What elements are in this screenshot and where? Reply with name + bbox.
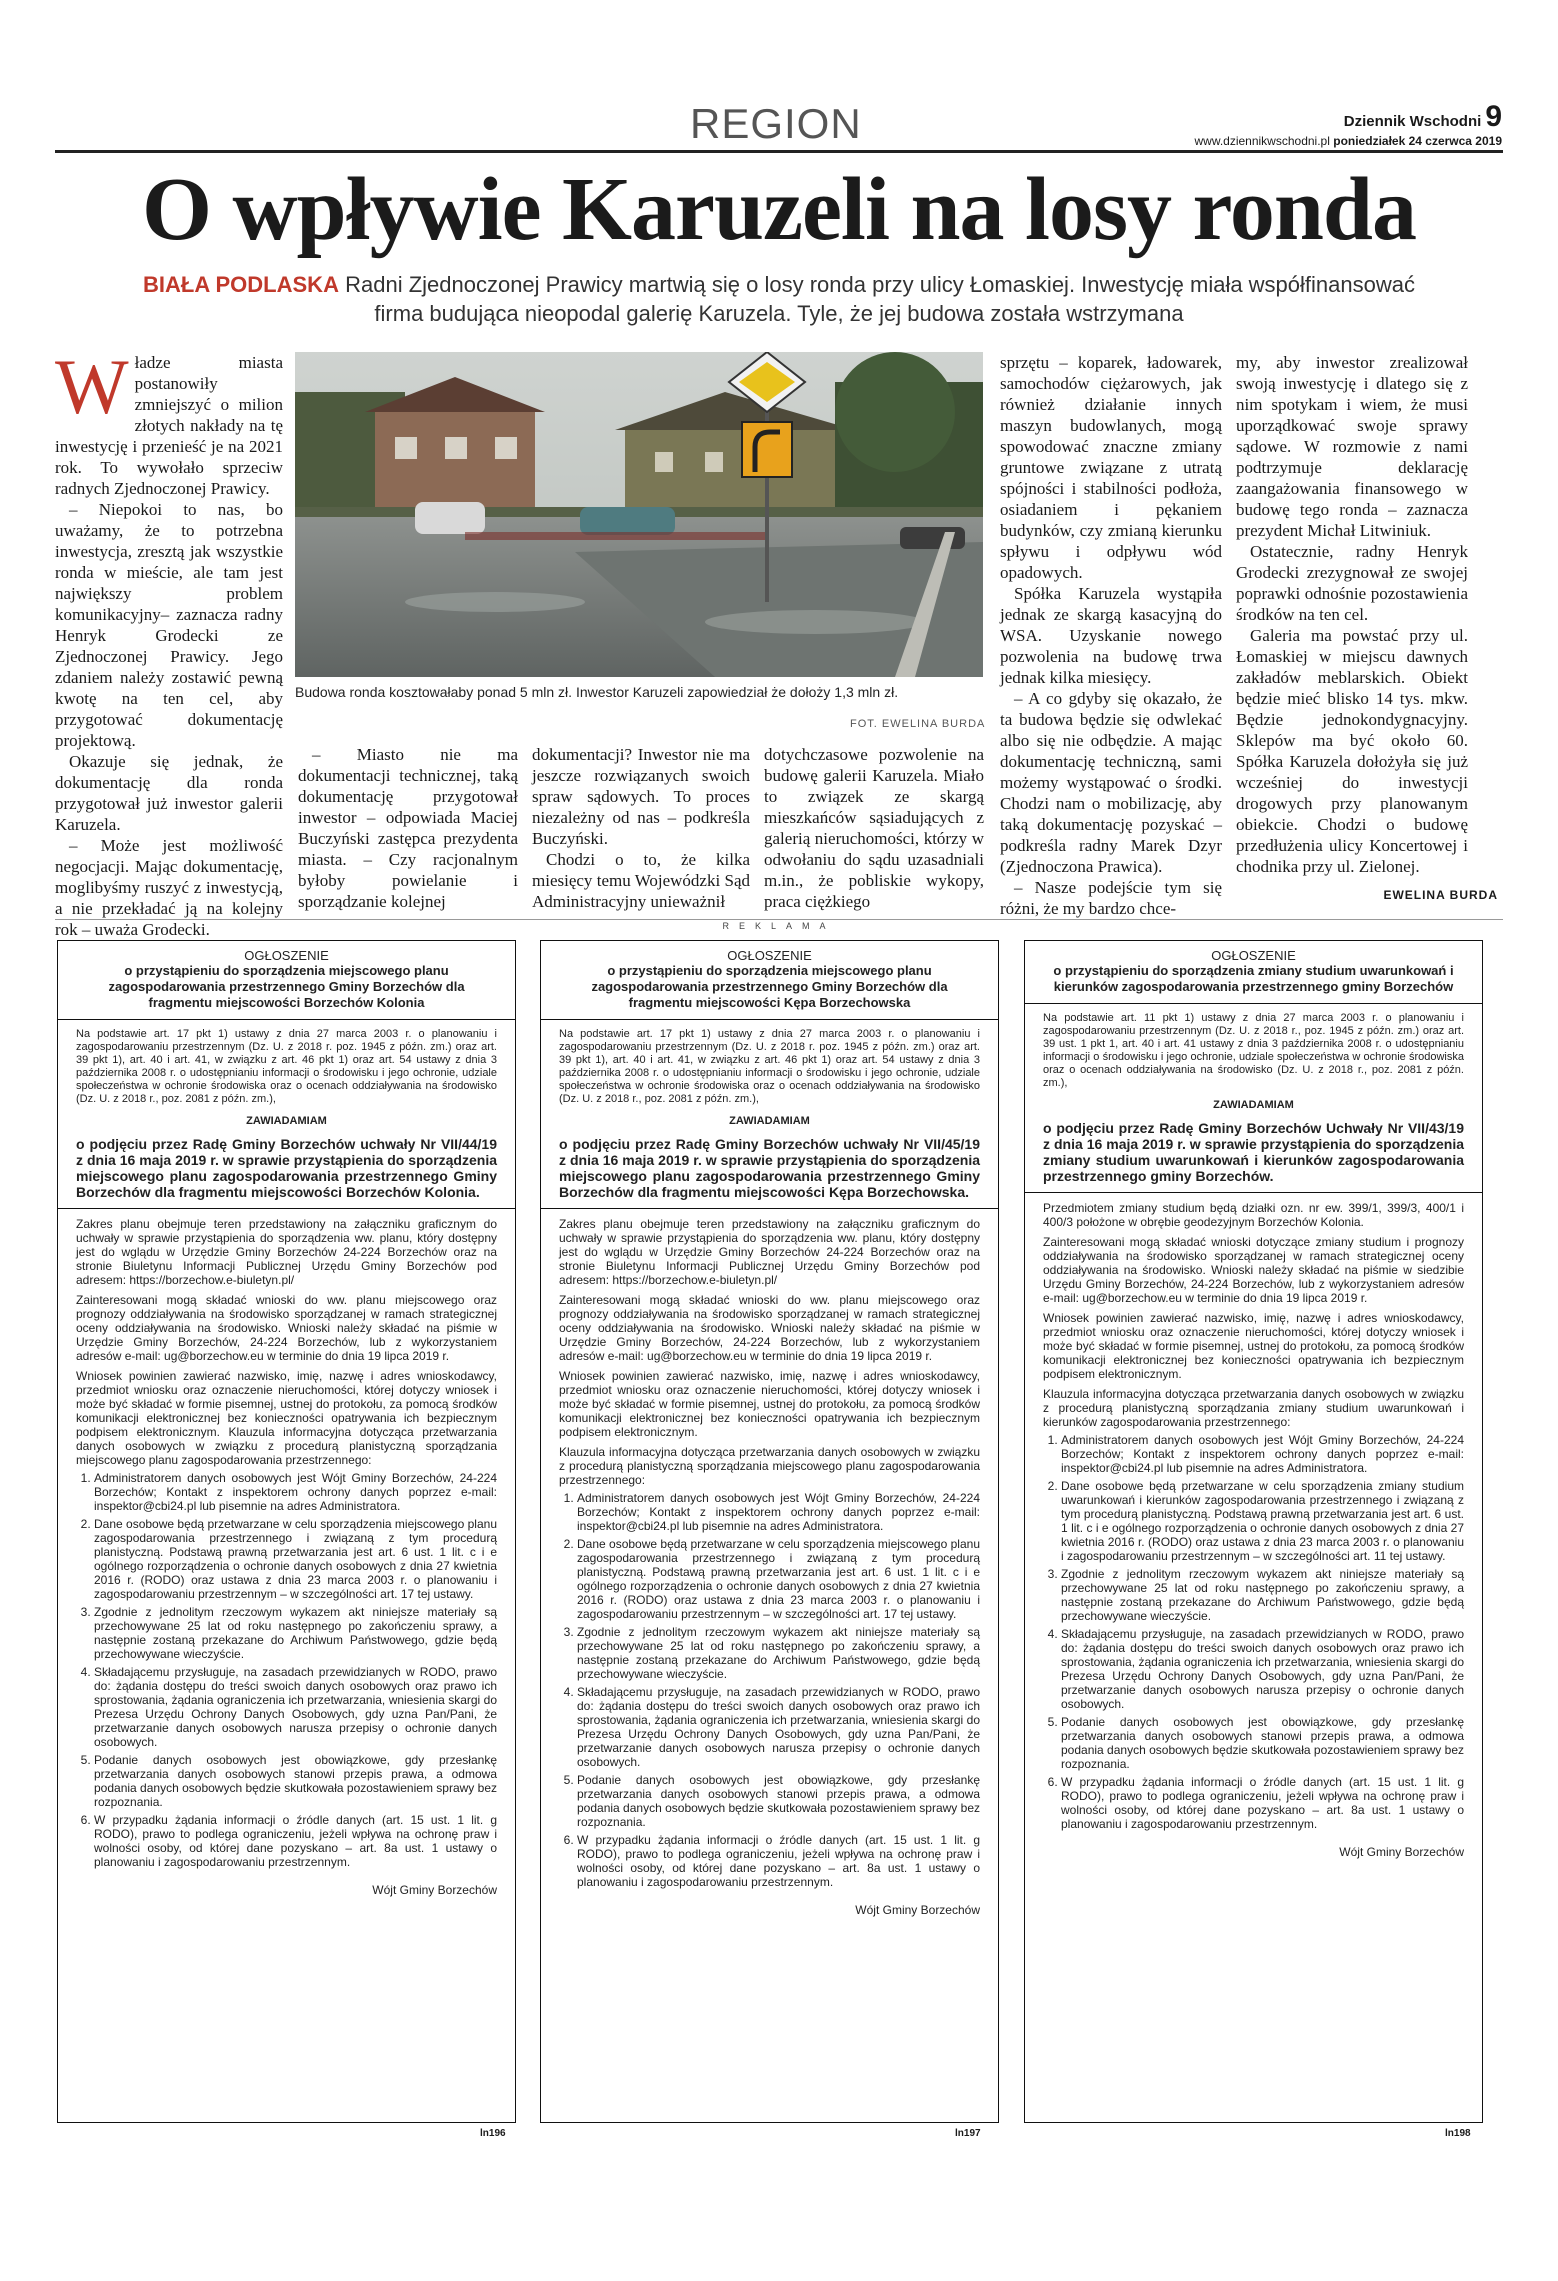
article-column-3 [532, 744, 750, 912]
lead-text: Radni Zjednoczonej Prawicy martwią się o losy ronda przy ulicy Łomaskiej. Inwestycję miała współfinansować firma budująca nieopodal galerię Karuzela. Tyle, że jej budowa została wstrzymana [345, 272, 1415, 326]
header-rule [55, 150, 1503, 153]
ad-paragraph: Klauzula informacyjna dotycząca przetwarzania danych osobowych w związku z procedurą planistyczną sporządzania zmiany studium uwarunkowań i kierunków zagospodarowania przestrzennego: [1043, 1387, 1464, 1429]
dropcap: W [55, 343, 129, 430]
divider [541, 1208, 998, 1209]
list-item: 4. Składającemu przysługuje, na zasadach przewidzianych w RODO, prawo do: żądania dostępu do treści swoich danych osobowych oraz prawo ich sprostowania, żądania ograniczenia ich przetwarzania, wniesienia skargi do Prezesa Urzędu Ochrony Danych Osobowych, gdy uzna Pan/Pani, że przetwarzanie danych osobowych narusza przepisy o ochronie danych osobowych. [94, 1665, 497, 1749]
ad-notice-2 [540, 940, 999, 2123]
ad-zawiadamiam: ZAWIADAMIAM [246, 1115, 327, 1127]
article-column-1 [55, 343, 283, 940]
paper-url[interactable]: www.dziennikwschodni.pl [1194, 134, 1330, 148]
paragraph: Ostatecznie, radny Henryk Grodecki zrezygnował ze swojej poprawki odnośnie pozostawienia środków na ten cel. [1236, 542, 1468, 624]
ad-paragraph: Zainteresowani mogą składać wnioski do ww. planu miejscowego oraz prognozy oddziaływania na środowisko sporządzanej w ramach strategicznej oceny oddziaływania na środowisko. Wnioski należy składać na piśmie w Urzędzie Gminy Borzechów, 24-224 Borzechów, lub z wykorzystaniem adresów e-mail: ug@borzechow.eu w terminie do dnia 19 lipca 2019 r. [559, 1293, 980, 1363]
list-item: 6. W przypadku żądania informacji o źródle danych (art. 15 ust. 1 lit. g RODO), prawo to podlega ograniczeniu, jeżeli wpływa na ochronę praw i wolności osoby, od której dane pozyskano – art. 8a ust. 1 ustawy o planowaniu i zagospodarowaniu przestrzennym. [577, 1833, 980, 1889]
list-item: 4. Składającemu przysługuje, na zasadach przewidzianych w RODO, prawo do: żądania dostępu do treści swoich danych osobowych oraz prawo ich sprostowania, żądania ograniczenia ich przetwarzania, wniesienia skargi do Prezesa Urzędu Ochrony Danych Osobowych, gdy uzna Pan/Pani, że przetwarzanie danych osobowych narusza przepisy o ochronie danych osobowych. [577, 1685, 980, 1769]
ad-gdpr-list [1043, 1433, 1464, 1831]
ad-paragraph: Zainteresowani mogą składać wnioski dotyczące zmiany studium i prognozy oddziaływania na środowisko sporządzanej w ramach strategicznej oceny oddziaływania na środowisko. Wnioski należy składać na piśmie w siedzibie Urzędu Gminy Borzechów, 24-224 Borzechów, lub z wykorzystaniem adresów e-mail: ug@borzechow.eu w terminie do dnia 19 lipca 2019 r. [1043, 1235, 1464, 1305]
paper-name: Dziennik Wschodni [1343, 113, 1482, 130]
ad-code: ln198 [1445, 2128, 1471, 2139]
ad-paragraph: Zakres planu obejmuje teren przedstawiony na załączniku graficznym do uchwały w sprawie przystąpienia do sporządzenia ww. planu, który dostępny jest do wglądu w Urzędzie Gminy Borzechów 24-224 Borzechów oraz na stronie Biuletynu Informacji Publicznej Urzędu Gminy Borzechów pod adresem: https://borzechow.e-biuletyn.pl/ [76, 1217, 497, 1287]
reklama-label: REKLAMA [722, 921, 836, 931]
divider [58, 1208, 515, 1209]
paragraph: sprzętu – koparek, ładowarek, samochodów ciężarowych, jak również działanie innych maszyn budowlanych, mogą spowodować znaczne zmiany gruntowe związane z utratą spójności i stabilności podłoża, osiadaniem i pękaniem budynków, czy zmianą kierunku spływu i odpływu wód opadowych. [1000, 353, 1222, 582]
list-item: 6. W przypadku żądania informacji o źródle danych (art. 15 ust. 1 lit. g RODO), prawo to podlega ograniczeniu, jeżeli wpływa na ochronę praw i wolności osoby, od której dane pozyskano – art. 8a ust. 1 ustawy o planowaniu i zagospodarowaniu przestrzennym. [1061, 1775, 1464, 1831]
list-item: 2. Dane osobowe będą przetwarzane w celu sporządzenia zmiany studium uwarunkowań i kierunków zagospodarowania przestrzennego i związaną z tym procedurą planistyczną. Podstawą prawną przetwarzania jest art. 6 ust. 1 lit. c i e ogólnego rozporządzenia o ochronie danych osobowych z dnia 27 kwietnia 2016 r. (RODO) oraz ustawa z dnia 23 marca 2003 r. o planowaniu i zagospodarowaniu przestrzennym – w szczególności art. 11 tej ustawy. [1061, 1479, 1464, 1563]
divider [541, 1019, 998, 1020]
ad-notice-3 [1024, 940, 1483, 2123]
paragraph: my, aby inwestor zrealizował swoją inwestycję i dlatego się z nim spotykam i wiem, że musi uporządkować swoje sprawy sądowe. W rozmowie z nami podtrzymuje deklarację zaangażowania finansowego w budowę tego ronda – zaznacza prezydent Michał Litwiniuk. [1236, 353, 1468, 540]
ad-paragraph: Wniosek powinien zawierać nazwisko, imię, nazwę i adres wnioskodawcy, przedmiot wniosku oraz oznaczenie nieruchomości, której dotyczy wniosek i może być składać w formie pisemnej, ustnej do protokołu, za pomocą środków komunikacji elektronicznej bez konieczności opatrywania ich bezpiecznym podpisem elektronicznym. [1043, 1311, 1464, 1381]
article-column-6 [1236, 352, 1468, 877]
list-item: 3. Zgodnie z jednolitym rzeczowym wykazem akt niniejsze materiały są przechowywane 25 lat od roku następnego po zakończeniu sprawy, a następnie zostaną przekazane do Archiwum Państwowego, gdzie będą przechowywane wieczyście. [577, 1625, 980, 1681]
ad-decision: o podjęciu przez Radę Gminy Borzechów uchwały Nr VII/45/19 z dnia 16 maja 2019 r. w sprawie przystąpienia do sporządzenia miejscowego planu zagospodarowania przestrzennego Gminy Borzechów dla fragmentu miejscowości Kępa Borzechowska. [559, 1136, 980, 1200]
list-item: 5. Podanie danych osobowych jest obowiązkowe, gdy przesłankę przetwarzania danych osobowych stanowi przepis prawa, a odmowa podania danych osobowych będzie skutkowała pozostawieniem sprawy bez rozpoznania. [577, 1773, 980, 1829]
ad-paragraph: Zainteresowani mogą składać wnioski do ww. planu miejscowego oraz prognozy oddziaływania na środowisko sporządzanej w ramach strategicznej oceny oddziaływania na środowisko. Wnioski należy składać na piśmie w Urzędzie Gminy Borzechów, 24-224 Borzechów, lub z wykorzystaniem adresów e-mail: ug@borzechow.eu w terminie do dnia 19 lipca 2019 r. [76, 1293, 497, 1363]
ad-code: ln196 [480, 2128, 506, 2139]
article-lead [120, 270, 1438, 328]
list-item: 5. Podanie danych osobowych jest obowiązkowe, gdy przesłankę przetwarzania danych osobowych stanowi przepis prawa, a odmowa podania danych osobowych będzie skutkowała pozostawieniem sprawy bez rozpoznania. [1061, 1715, 1464, 1771]
list-item: 3. Zgodnie z jednolitym rzeczowym wykazem akt niniejsze materiały są przechowywane 25 lat od roku następnego po zakończeniu sprawy, a następnie zostaną przekazane do Archiwum Państwowego, gdzie będą przechowywane wieczyście. [94, 1605, 497, 1661]
ad-legal-basis: Na podstawie art. 17 pkt 1) ustawy z dnia 27 marca 2003 r. o planowaniu i zagospodarowaniu przestrzennym (Dz. U. z 2018 r. poz. 1945 z późn. zm.) oraz art. 39 pkt 1), art. 40 i art. 41, w związku z art. 46 pkt 1) oraz art. 54 ustawy z dnia 3 października 2008 r. o udostępnianiu informacji o środowisku i jego ochronie, udziale społeczeństwa w ochronie środowiska oraz o ocenach oddziaływania na środowisko (Dz. U. z 2018 r., poz. 2081 z późn. zm.), [76, 1028, 497, 1105]
ad-signature: Wójt Gminy Borzechów [372, 1883, 497, 1897]
ad-paragraph: Zakres planu obejmuje teren przedstawiony na załączniku graficznym do uchwały w sprawie przystąpienia do sporządzenia ww. planu, który dostępny jest do wglądu w Urzędzie Gminy Borzechów 24-224 Borzechów oraz na stronie Biuletynu Informacji Publicznej Urzędu Gminy Borzechów pod adresem: https://borzechow.e-biuletyn.pl/ [559, 1217, 980, 1287]
ad-subject: o przystąpieniu do sporządzenia zmiany studium uwarunkowań i kierunków zagospodarowania przestrzennego gminy Borzechów [1053, 963, 1454, 994]
divider [1025, 1192, 1482, 1193]
paragraph: – Niepokoi to nas, bo uważamy, że to potrzebna inwestycja, zresztą jak wszystkie ronda w mieście, ale tam jest największy problem komunikacyjny– zaznacza radny Henryk Grodecki ze Zjednoczonej Prawicy. Jego zdaniem należy zostawić pewną kwotę na ten cel, aby przygotować dokumentację projektową. [55, 500, 283, 750]
masthead [1194, 100, 1502, 148]
ad-code: ln197 [955, 2128, 981, 2139]
photo-caption: Budowa ronda kosztowałaby ponad 5 mln zł. Inwestor Karuzeli zapowiedział że dołoży 1,3 mln zł. [295, 684, 899, 700]
ad-zawiadamiam: ZAWIADAMIAM [729, 1115, 810, 1127]
ad-heading: OGŁOSZENIE [1211, 948, 1296, 963]
ad-zawiadamiam: ZAWIADAMIAM [1213, 1099, 1294, 1111]
article-column-2 [298, 744, 518, 912]
section-title: REGION [690, 100, 862, 147]
ad-notice-1 [57, 940, 516, 2123]
paragraph: Spółka Karuzela wystąpiła jednak ze skargą kasacyjną do WSA. Uzyskanie nowego pozwolenia na budowę trwa jednak kilka miesięcy. [1000, 584, 1222, 687]
article-place: BIAŁA PODLASKA [143, 272, 339, 297]
ad-decision: o podjęciu przez Radę Gminy Borzechów Uchwały Nr VII/43/19 z dnia 16 maja 2019 r. w sprawie przystąpienia do sporządzenia zmiany studium uwarunkowań i kierunków zagospodarowania przestrzennego gminy Borzechów. [1043, 1120, 1464, 1184]
ad-heading: OGŁOSZENIE [244, 948, 329, 963]
divider [1025, 1003, 1482, 1004]
photo-credit: FOT. EWELINA BURDA [850, 718, 986, 730]
ad-gdpr-list [76, 1471, 497, 1869]
divider [58, 1019, 515, 1020]
page-number: 9 [1485, 100, 1502, 133]
roundabout-photo [295, 352, 983, 677]
ad-signature: Wójt Gminy Borzechów [1339, 1845, 1464, 1859]
paragraph: Chodzi o to, że kilka miesięcy temu Wojewódzki Sąd Administracyjny unieważnił [532, 850, 750, 911]
ad-signature: Wójt Gminy Borzechów [855, 1903, 980, 1917]
ad-paragraph: Przedmiotem zmiany studium będą działki ozn. nr ew. 399/1, 399/3, 400/1 i 400/3 położone w obrębie geodezyjnym Borzechów Kolonia. [1043, 1201, 1464, 1229]
article-title: O wpływie Karuzeli na losy ronda [142, 160, 1416, 259]
list-item: 3. Zgodnie z jednolitym rzeczowym wykazem akt niniejsze materiały są przechowywane 25 lat od roku następnego po zakończeniu sprawy, a następnie zostaną przekazane do Archiwum Państwowego, gdzie będą przechowywane wieczyście. [1061, 1567, 1464, 1623]
paragraph: ładze miasta postanowiły zmniejszyć o milion złotych nakłady na tę inwestycję i przenieść je na 2021 rok. To wywołało sprzeciw radnych Zjednoczonej Prawicy. [55, 353, 283, 498]
ad-gdpr-list [559, 1491, 980, 1889]
ad-subject: o przystąpieniu do sporządzenia miejscowego planu zagospodarowania przestrzennego Gminy Borzechów dla fragmentu miejscowości Kępa Borzechowska [591, 963, 948, 1010]
list-item: 1. Administratorem danych osobowych jest Wójt Gminy Borzechów, 24-224 Borzechów; Kontakt z inspektorem ochrony danych poprzez e-mail: inspektor@cbi24.pl lub pisemnie na adres Administratora. [94, 1471, 497, 1513]
ad-paragraph: Klauzula informacyjna dotycząca przetwarzania danych osobowych w związku z procedurą planistyczną sporządzania miejscowego planu zagospodarowania przestrzennego: [559, 1445, 980, 1487]
ad-paragraph: Wniosek powinien zawierać nazwisko, imię, nazwę i adres wnioskodawcy, przedmiot wniosku oraz oznaczenie nieruchomości, której dotyczy wniosek i może być składać w formie pisemnej, ustnej do protokołu, za pomocą środków komunikacji elektronicznej bez konieczności opatrywania ich bezpiecznym podpisem elektronicznym. [559, 1369, 980, 1439]
paragraph: Galeria ma powstać przy ul. Łomaskiej w miejscu dawnych zakładów meblarskich. Obiekt będzie mieć blisko 14 tys. mkw. Będzie jednokondygnacyjny. Sklepów ma być około 60. Spółka Karuzela dołożyła się już wcześniej do inwestycji drogowych przy planowanym obiekcie. Chodzi o budowę przedłużenia ulicy Koncertowej i chodnika przy ul. Zielonej. [1236, 626, 1468, 876]
paragraph: – Może jest możliwość negocjacji. Mając dokumentację, moglibyśmy ruszyć z inwestycją, a nie przekładać ją na kolejny rok – uważa Grodecki. [55, 836, 283, 939]
list-item: 6. W przypadku żądania informacji o źródle danych (art. 15 ust. 1 lit. g RODO), prawo to podlega ograniczeniu, jeżeli wpływa na ochronę praw i wolności osoby, od której dane pozyskano – art. 8a ust. 1 ustawy o planowaniu i zagospodarowaniu przestrzennym. [94, 1813, 497, 1869]
paragraph: dotychczasowe pozwolenie na budowę galerii Karuzela. Miało to związek ze skargą mieszkańców sąsiadujących z galerią nieruchomości, którzy w odwołaniu do sądu uzasadniali m.in., że pobliskie wykopy, praca ciężkiego [764, 745, 984, 911]
list-item: 5. Podanie danych osobowych jest obowiązkowe, gdy przesłankę przetwarzania danych osobowych stanowi przepis prawa, a odmowa podania danych osobowych będzie skutkowała pozostawieniem sprawy bez rozpoznania. [94, 1753, 497, 1809]
ad-legal-basis: Na podstawie art. 11 pkt 1) ustawy z dnia 27 marca 2003 r. o planowaniu i zagospodarowaniu przestrzennym (Dz. U. z 2018 r., poz. 1945 z późn. zm.) oraz art. 39 ust. 1 pkt 1, art. 40 i art. 41 ustawy z dnia 3 października 2008 r. o udostępnianiu informacji o środowisku i jego ochronie, udziale społeczeństwa w ochronie środowiska oraz o ocenach oddziaływania na środowisko (Dz. U. z 2018 r., poz. 2081 z późn. zm.), [1043, 1012, 1464, 1089]
ad-decision: o podjęciu przez Radę Gminy Borzechów uchwały Nr VII/44/19 z dnia 16 maja 2019 r. w sprawie przystąpienia do sporządzenia miejscowego planu zagospodarowania przestrzennego Gminy Borzechów dla fragmentu miejscowości Borzechów Kolonia. [76, 1136, 497, 1200]
ad-legal-basis: Na podstawie art. 17 pkt 1) ustawy z dnia 27 marca 2003 r. o planowaniu i zagospodarowaniu przestrzennym (Dz. U. z 2018 r. poz. 1945 z późn. zm.) oraz art. 39 pkt 1), art. 40 i art. 41, w związku z art. 46 pkt 1) oraz art. 54 ustawy z dnia 3 października 2008 r. o udostępnianiu informacji o środowisku i jego ochronie, udziale społeczeństwa w ochronie środowiska oraz o ocenach oddziaływania na środowisko (Dz. U. z 2018 r., poz. 2081 z późn. zm.), [559, 1028, 980, 1105]
article-photo [295, 352, 983, 677]
ad-paragraph: Wniosek powinien zawierać nazwisko, imię, nazwę i adres wnioskodawcy, przedmiot wniosku oraz oznaczenie nieruchomości, której dotyczy wniosek i może być składać w formie pisemnej, ustnej do protokołu, za pomocą środków komunikacji elektronicznej bez konieczności opatrywania ich bezpiecznym podpisem elektronicznym. Klauzula informacyjna dotycząca przetwarzania danych osobowych w związku z procedurą planistyczną sporządzania miejscowego planu zagospodarowania przestrzennego: [76, 1369, 497, 1467]
ad-heading: OGŁOSZENIE [727, 948, 812, 963]
paragraph: – A co gdyby się okazało, że ta budowa będzie się odwlekać albo się nie odbędzie. A mając dokumentację techniczną, sami możemy wystąpować o środki. Chodzi nam o mobilizację, aby taką dokumentację pozyskać – podkreśla radny Marek Dzyr (Zjednoczona Prawica). [1000, 689, 1222, 876]
article-column-5 [1000, 352, 1222, 919]
paragraph: Okazuje się jednak, że dokumentację dla ronda przygotował już inwestor galerii Karuzela. [55, 752, 283, 834]
article-column-4 [764, 744, 984, 912]
ad-subject: o przystąpieniu do sporządzenia miejscowego planu zagospodarowania przestrzennego Gminy Borzechów dla fragmentu miejscowości Borzechów Kolonia [108, 963, 465, 1010]
paragraph: – Nasze podejście tym się różni, że my bardzo chce- [1000, 878, 1222, 918]
list-item: 4. Składającemu przysługuje, na zasadach przewidzianych w RODO, prawo do: żądania dostępu do treści swoich danych osobowych oraz prawo ich sprostowania, żądania ograniczenia ich przetwarzania, wniesienia skargi do Prezesa Urzędu Ochrony Danych Osobowych, gdy uzna Pan/Pani, że przetwarzanie danych osobowych narusza przepisy o ochronie danych osobowych. [1061, 1627, 1464, 1711]
paragraph: – Miasto nie ma dokumentacji technicznej, taką dokumentację przygotował inwestor – odpowiada Maciej Buczyński zastępca prezydenta miasta. – Czy racjonalnym byłoby powielanie i sporządzanie kolejnej [298, 745, 518, 911]
list-item: 2. Dane osobowe będą przetwarzane w celu sporządzenia miejscowego planu zagospodarowania przestrzennego i związaną z tym procedurą planistyczną. Podstawą prawną przetwarzania jest art. 6 ust. 1 lit. c i e ogólnego rozporządzenia o ochronie danych osobowych z dnia 27 kwietnia 2016 r. (RODO) oraz ustawa z dnia 23 marca 2003 r. o planowaniu i zagospodarowaniu przestrzennym – w szczególności art. 17 tej ustawy. [577, 1537, 980, 1621]
list-item: 1. Administratorem danych osobowych jest Wójt Gminy Borzechów, 24-224 Borzechów; Kontakt z inspektorem ochrony danych poprzez e-mail: inspektor@cbi24.pl lub pisemnie na adres Administratora. [1061, 1433, 1464, 1475]
list-item: 2. Dane osobowe będą przetwarzane w celu sporządzenia miejscowego planu zagospodarowania przestrzennego i związaną z tym procedurą planistyczną. Podstawą prawną przetwarzania jest art. 6 ust. 1 lit. c i e ogólnego rozporządzenia o ochronie danych osobowych z dnia 27 kwietnia 2016 r. (RODO) oraz ustawa z dnia 23 marca 2003 r. o planowaniu i zagospodarowaniu przestrzennym – w szczególności art. 17 tej ustawy. [94, 1517, 497, 1601]
byline: EWELINA BURDA [1383, 888, 1498, 902]
issue-date: poniedziałek 24 czerwca 2019 [1333, 134, 1502, 148]
paragraph: dokumentacji? Inwestor nie ma jeszcze rozwiązanych swoich spraw sądowych. To proces niezależny od nas – podkreśla Buczyński. [532, 745, 750, 848]
list-item: 1. Administratorem danych osobowych jest Wójt Gminy Borzechów, 24-224 Borzechów; Kontakt z inspektorem ochrony danych poprzez e-mail: inspektor@cbi24.pl lub pisemnie na adres Administratora. [577, 1491, 980, 1533]
